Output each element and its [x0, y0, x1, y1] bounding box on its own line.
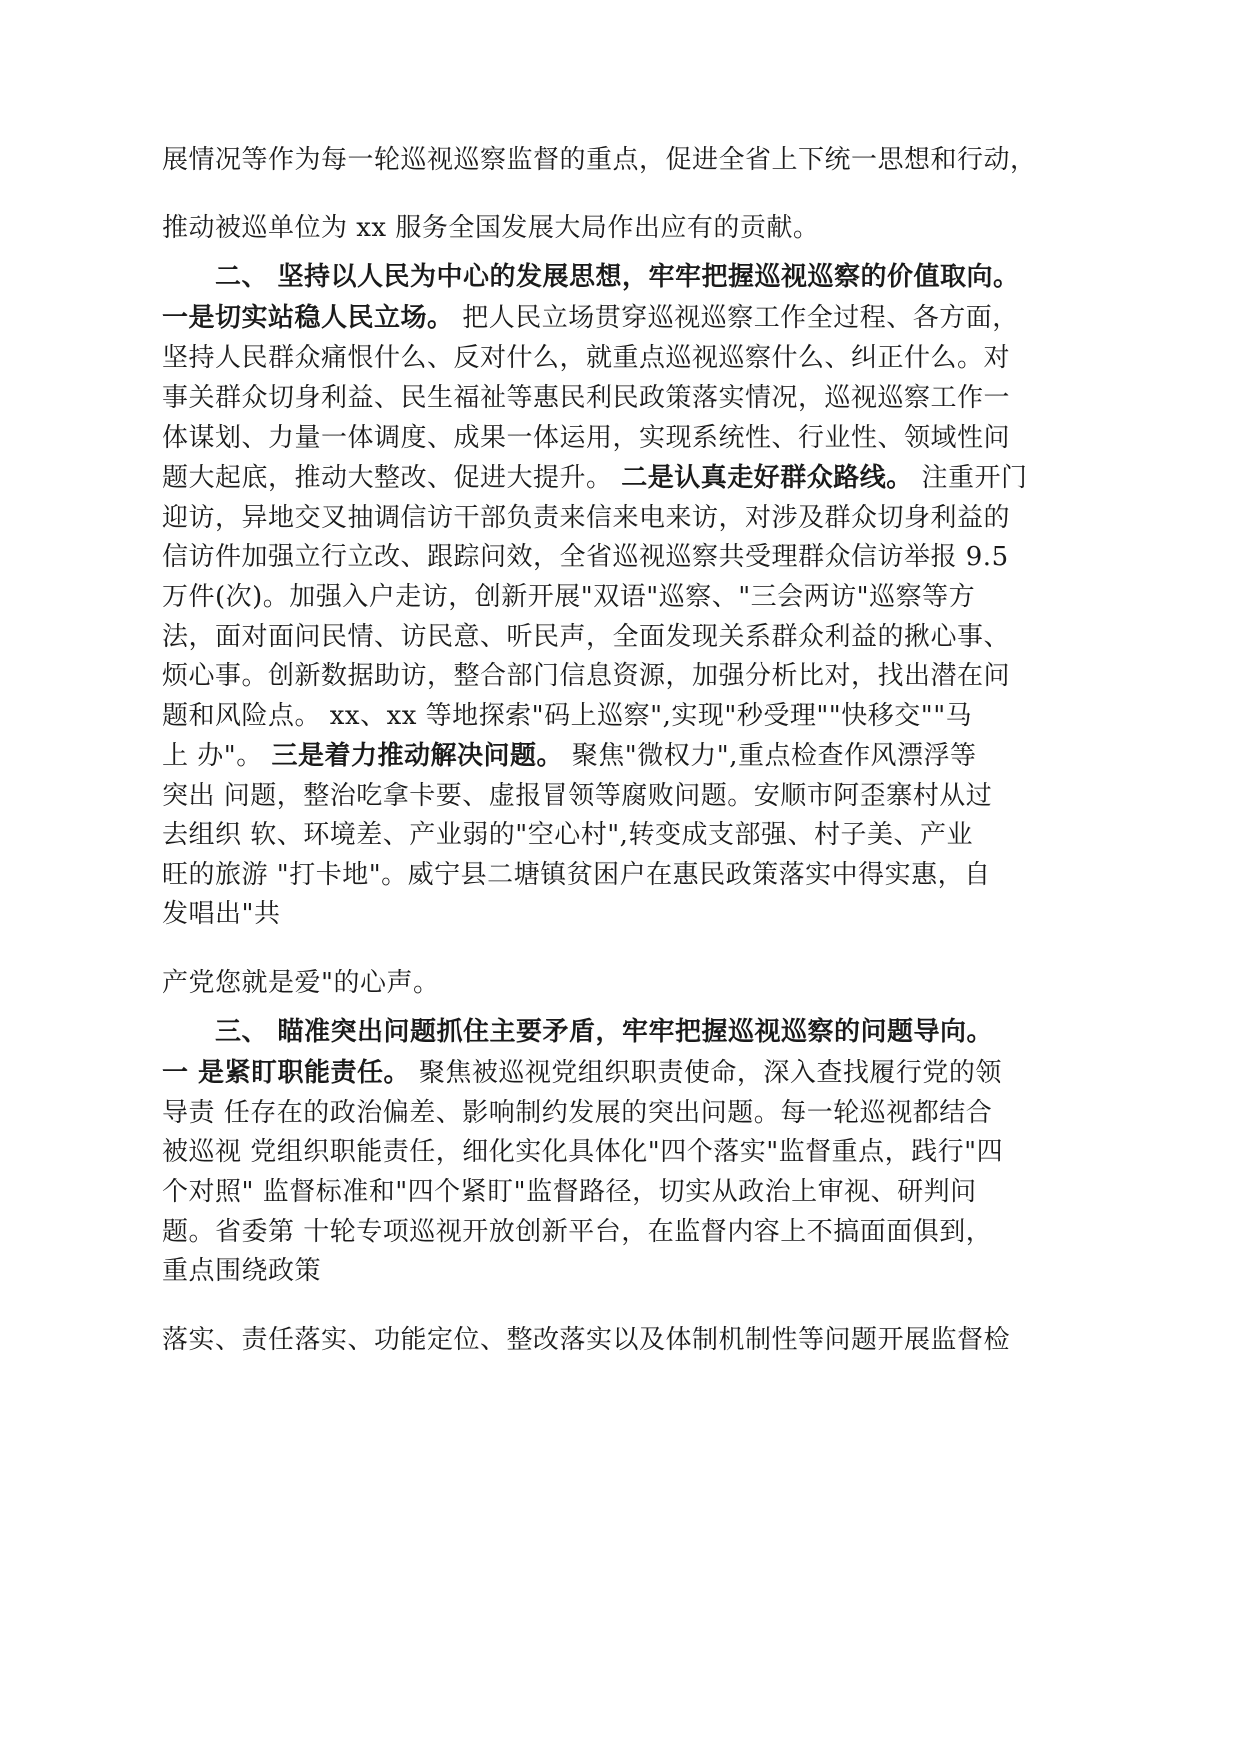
text-line	[162, 820, 973, 850]
bold-text-segment: 一 是紧盯职能责任。	[162, 1058, 411, 1088]
text-line	[162, 701, 972, 731]
text-segment: 题大起底，推动大整改、促进大提升。	[162, 463, 622, 493]
text-line	[162, 1098, 992, 1128]
text-segment: 个对照" 监督标准和"四个紧盯"监督路径，切实从政治上审视、研判问	[162, 1177, 977, 1207]
text-segment: 旺的旅游 "打卡地"。威宁县二塘镇贫困户在惠民政策落实中得实惠，自	[162, 860, 991, 890]
text-segment: 体谋划、力量一体调度、成果一体运用，实现系统性、行业性、领域性问	[162, 423, 1011, 453]
bold-text-segment: 二是认真走好群众路线。	[621, 463, 913, 493]
text-line	[162, 582, 975, 612]
text-segment: 事关群众切身利益、民生福祉等惠民利民政策落实情况，巡视巡察工作一	[162, 383, 1011, 413]
text-line	[162, 1325, 1010, 1355]
bold-text-segment: 一是切实站稳人民立场。	[162, 303, 454, 333]
text-segment: 聚焦"微权力",重点检查作风漂浮等	[563, 741, 977, 771]
text-line	[162, 343, 1010, 373]
text-segment: 产党您就是爱"的心声。	[162, 968, 440, 998]
text-segment: 被巡视 党组织职能责任，细化实化具体化"四个落实"监督重点，践行"四	[162, 1137, 1004, 1167]
bold-text-segment: 三是着力推动解决问题。	[271, 741, 564, 771]
text-segment: 烦心事。创新数据助访，整合部门信息资源，加强分析比对，找出潜在问	[162, 661, 1011, 691]
text-segment: 重点围绕政策	[162, 1256, 322, 1286]
text-segment: 把人民立场贯穿巡视巡察工作全过程、各方面，	[453, 303, 1019, 333]
text-line	[162, 542, 1009, 572]
text-line	[162, 968, 439, 998]
text-line	[162, 423, 1010, 453]
text-segment: 上 办"。	[162, 741, 272, 771]
text-segment: 注重开门	[912, 463, 1028, 493]
text-segment: 法，面对面问民情、访民意、听民声，全面发现关系群众利益的揪心事、	[162, 622, 1011, 652]
text-line	[162, 262, 1020, 292]
text-segment: 信访件加强立行立改、跟踪问效，全省巡视巡察共受理群众信访举报 9.5	[162, 542, 1009, 572]
text-segment: 导责 任存在的政治偏差、影响制约发展的突出问题。每一轮巡视都结合	[162, 1098, 993, 1128]
text-segment: 发唱出"共	[162, 899, 281, 929]
text-line	[162, 1137, 1003, 1167]
text-line	[162, 860, 991, 890]
text-line	[162, 741, 976, 771]
text-line	[162, 1177, 977, 1207]
text-segment: 坚持人民群众痛恨什么、反对什么，就重点巡视巡察什么、纠正什么。对	[162, 343, 1011, 373]
text-line	[162, 1017, 993, 1047]
text-line	[162, 1256, 321, 1286]
text-line	[162, 1217, 992, 1247]
text-segment: 推动被巡单位为 xx 服务全国发展大局作出应有的贡献。	[162, 213, 820, 243]
text-segment: 迎访，异地交叉抽调信访干部负责来信来电来访，对涉及群众切身利益的	[162, 503, 1011, 533]
text-line	[162, 503, 1010, 533]
text-segment: 去组织 软、环境差、产业弱的"空心村",转变成支部强、村子美、产业	[162, 820, 973, 850]
text-segment: 展情况等作为每一轮巡视巡察监督的重点，促进全省上下统一思想和行动，	[162, 145, 1037, 175]
text-segment: 题。省委第 十轮专项巡视开放创新平台，在监督内容上不搞面面俱到，	[162, 1217, 993, 1247]
text-segment: 题和风险点。 xx、xx 等地探索"码上巡察",实现"秒受理""快移交""马	[162, 701, 973, 731]
text-line	[162, 1058, 1002, 1088]
text-line	[162, 899, 280, 929]
text-segment: 聚焦被巡视党组织职责使命，深入查找履行党的领	[410, 1058, 1002, 1088]
text-line	[162, 145, 1037, 175]
text-segment: 突出 问题，整治吃拿卡要、虚报冒领等腐败问题。安顺市阿歪寨村从过	[162, 781, 993, 811]
text-line	[162, 661, 1010, 691]
text-line	[162, 213, 819, 243]
text-segment: 落实、责任落实、功能定位、整改落实以及体制机制性等问题开展监督检	[162, 1325, 1011, 1355]
text-segment: 万件(次)。加强入户走访，创新开展"双语"巡察、"三会两访"巡察等方	[162, 582, 976, 612]
bold-text-segment: 三、 瞄准突出问题抓住主要矛盾，牢牢把握巡视巡察的问题导向。	[162, 1017, 994, 1047]
bold-text-segment: 二、 坚持以人民为中心的发展思想，牢牢把握巡视巡察的价值取向。	[162, 262, 1020, 292]
text-line	[162, 781, 992, 811]
text-line	[162, 463, 1028, 493]
text-line	[162, 303, 1019, 333]
text-line	[162, 383, 1010, 413]
text-line	[162, 622, 1010, 652]
